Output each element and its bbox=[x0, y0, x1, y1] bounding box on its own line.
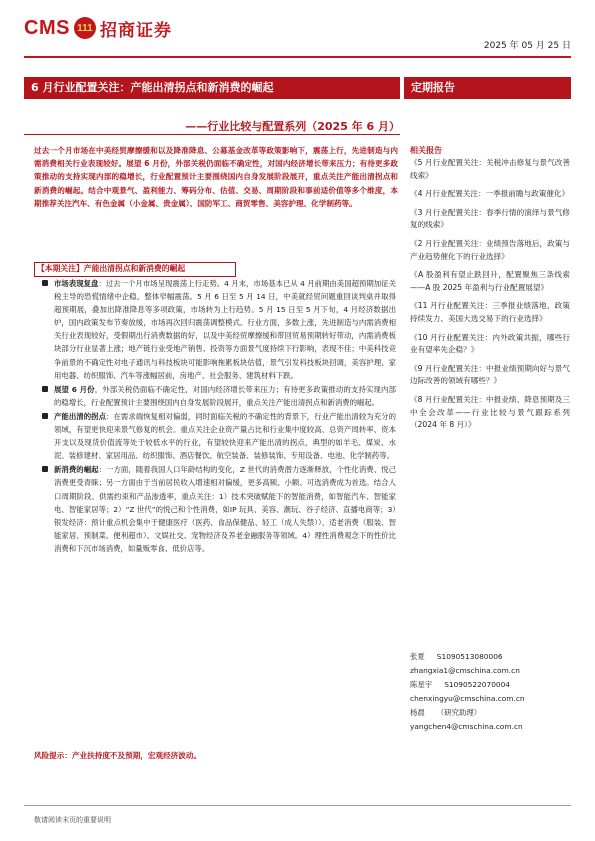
analyst-row bbox=[410, 706, 570, 720]
subtitle-divider bbox=[24, 134, 400, 135]
bullet-text: ，外部关税仍面临不确定性，对国内经济增长带来压力；有待更多政策推动的支持实现内部的稳增长，行业配置预计主要围绕国内自身发展阶段展开，重点关注产能出清拐点和新消费的崛起。 bbox=[54, 384, 396, 407]
analyst-row bbox=[410, 678, 570, 692]
key-points-list bbox=[40, 277, 396, 555]
analyst-name: 杨晨 bbox=[410, 708, 425, 717]
related-report-link[interactable]: 《8 月行业配置关注：中报业绩、降息预期及三中全会改革——行业比较与景气跟踪系列（2024 年 8 月）》 bbox=[410, 394, 570, 430]
analyst-cert: S1090513080006 bbox=[436, 652, 503, 661]
report-type-label: 定期报告 bbox=[404, 77, 571, 99]
bullet-icon bbox=[42, 280, 48, 286]
bullet-heading: 展望 6 月份 bbox=[54, 384, 95, 394]
bullet-text: ：过去一个月市场呈现震荡上行走势。4 月末，市场基本已从 4 月前期由美国超预期加征关税主导的恐慌情绪中企稳，整体窄幅震荡。5 月 6 日至 5 月 14 日，中美就经贸问题重回谈判桌并取得超预期展，叠加出降准降息等多项政策，市场转为上行趋势。5 月 15 日至 5 月下旬，4 月经济数据出炉，国内政策发布节奏放缓，市场再次回归震荡调整模式。行业方面，多数上涨，先进制造与内需消费相关行业表现较好，受假期出行消费数据的好，以及中美经贸摩擦缓和带回贸易预期转好带动，内需消费板块部分行业显著上涨；地产链行业受地产销售、投资等方面景气度持续下行影响，表现不佳；中美科技竞争前景的不确定性对电子通讯与科技板块可能影响拖累板块估值，景气引发科技板块回调，美容护理、家用电器、纺织服饰、汽车等涨幅居前，房地产、社会服务、建筑材料下跌。 bbox=[54, 279, 396, 380]
bullet-text: ：在需求端恢复相对偏弱，同时面临关税的不确定性的背景下，行业产能出清较为充分的领域，有望更快迎来景气修复的机会。重点关注企业资产量占比和行业集中度较高、总资产周转率、资本开支以及现货价值流等处于较低水平的行业，有望较快迎来产能出清的拐点，典型的如羊毛、煤炭、水泥、装修建材、家居用品、纺织服饰、酒店餐饮、航空装备、装修装饰、专用设备、电池、化学制药等。 bbox=[54, 411, 396, 461]
related-report-link[interactable]: 《9 月行业配置关注：中报业绩预期向好与景气边际改善的领域有哪些？》 bbox=[410, 363, 570, 386]
footer-divider bbox=[24, 805, 571, 806]
analyst-email[interactable]: chenxingyu@cmschina.com.cn bbox=[410, 694, 525, 703]
logo-cn-text: 招商证券 bbox=[99, 20, 172, 41]
analyst-cert: （研究助理） bbox=[436, 708, 482, 717]
related-reports-title: 相关报告 bbox=[410, 146, 442, 155]
related-reports-list bbox=[410, 157, 570, 438]
risk-warning: 风险提示：产业扶持度不及预期，宏观经济波动。 bbox=[34, 751, 202, 760]
related-report-link[interactable]: 《10 月行业配置关注：内外政策共振，哪些行业有望率先企稳？》 bbox=[410, 332, 570, 355]
bullet-icon bbox=[42, 466, 48, 472]
list-item bbox=[40, 277, 396, 382]
header-divider bbox=[24, 56, 571, 58]
logo-cms-text: CMS bbox=[24, 16, 70, 39]
focus-label: 【本期关注】产能出清拐点和新消费的崛起 bbox=[37, 264, 186, 273]
list-item bbox=[40, 410, 396, 462]
related-report-link[interactable]: 《4 月行业配置关注：一季报前瞻与政策催化》 bbox=[410, 189, 570, 199]
analyst-row bbox=[410, 650, 570, 664]
analyst-cert: S1090522070004 bbox=[444, 680, 511, 689]
analyst-name: 陈星宇 bbox=[410, 680, 433, 689]
report-title: 6 月行业配置关注：产能出清拐点和新消费的崛起 bbox=[24, 77, 400, 99]
bullet-heading: 市场表现复盘 bbox=[54, 279, 99, 288]
analyst-block bbox=[410, 650, 570, 734]
bullet-heading: 新消费的崛起 bbox=[54, 465, 99, 475]
footer-note: 敬请阅读末页的重要说明 bbox=[34, 816, 111, 824]
bullet-text: ：一方面，随着我国人口年龄结构的变化，Z 世代的消费潜力逐渐释放，个性化消费、悦己消费更受青睐；另一方面由于当前居民收入增速相对偏缓，更多高频、小额、可选消费成为首选。结合人口周期阶段、供需约束和产品渗透率，重点关注：1）技术突破赋能下的智能消费，如智能汽车、智能家电、智能家居等；2）“Z 世代”的悦己和个性消费，如IP 玩具、美容、潮玩、谷子经济、直播电商等；3）银发经济：预计重点机会集中于健康医疗（医药、食品保健品、轻工（成人失禁））、适老消费（服装、智能家居、预制菜、便利超市）、文娱社交、宠物经济及养老金融服务等领域。4）理性消费观念下的性价比消费和下沉市场消费，如量贩零食、低价店等。 bbox=[54, 465, 396, 553]
list-item bbox=[40, 463, 396, 555]
analyst-name: 张夏 bbox=[410, 652, 425, 661]
analyst-email[interactable]: yangchen4@cmschina.com.cn bbox=[410, 722, 523, 731]
bullet-heading: 产能出清的拐点 bbox=[54, 411, 107, 421]
report-date: 2025 年 05 月 25 日 bbox=[483, 41, 571, 51]
related-report-link[interactable]: 《5 月行业配置关注：关税冲击修复与景气改善线索》 bbox=[410, 158, 570, 180]
brand-logo bbox=[24, 16, 172, 40]
logo-badge-icon bbox=[74, 17, 96, 39]
summary-paragraph: 过去一个月市场在中美经贸摩擦缓和以及降准降息、公募基金改革等政策影响下，震荡上行，先进制造与内需消费相关行业表现较好。展望 6 月份，外部关税仍面临不确定性，对国内经济增长带来压力；有待更多政策推动的支持实现内部的稳增长，行业配置预计主要围绕国内自身发展阶段展开，重点关注产能出清拐点和新消费的崛起。结合中观景气、盈利能力、筹码分布、估值、交易、周期阶段和事前适价值等多个维度，本期推荐关注汽车、有色金属（小金属、贵金属）、国防军工、商贸零售、美容护理、化学制药等。 bbox=[34, 146, 398, 208]
list-item bbox=[40, 383, 396, 409]
analyst-email[interactable]: zhangxia1@cmschina.com.cn bbox=[410, 666, 520, 675]
logo-badge-text: 111 bbox=[77, 22, 93, 34]
related-report-link[interactable]: 《2 月行业配置关注：业绩预告落地后，政策与产业趋势催化下的行业选择》 bbox=[410, 238, 570, 261]
report-subtitle: ——行业比较与配置系列（2025 年 6 月） bbox=[185, 120, 400, 133]
bullet-icon bbox=[42, 413, 48, 419]
bullet-icon bbox=[42, 386, 48, 392]
related-report-link[interactable]: 《11 月行业配置关注：三季报业绩落地、政策持续发力、美国大选交易下的行业选择》 bbox=[410, 301, 570, 323]
related-report-link[interactable]: 《A 股盈利有望止跌回升，配置聚焦三条线索——A 股 2025 年盈利与行业配置展望》 bbox=[410, 270, 570, 292]
related-report-link[interactable]: 《3 月行业配置关注：春季行情的演绎与景气修复的线索》 bbox=[410, 207, 570, 230]
